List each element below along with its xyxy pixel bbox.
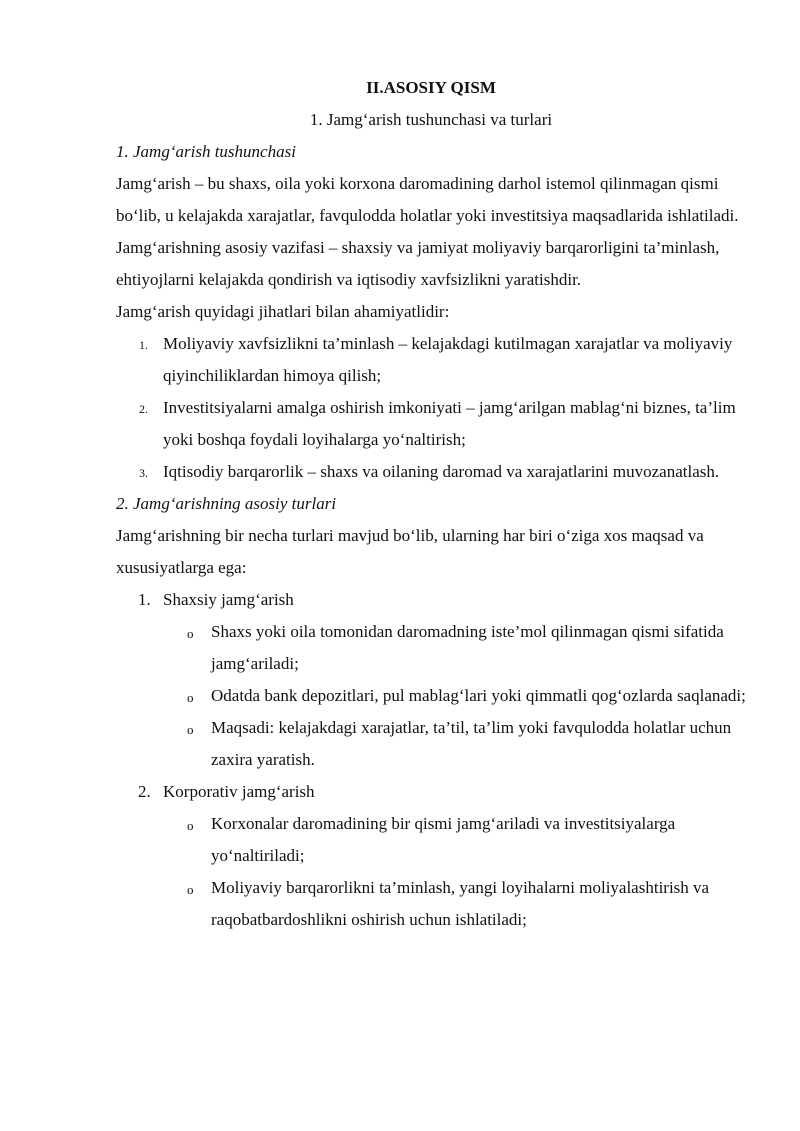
list-item-number: 2.	[139, 402, 148, 416]
section-heading-1: 1. Jamg‘arish tushunchasi	[116, 142, 296, 161]
list-item	[116, 392, 746, 456]
list-item	[116, 680, 746, 712]
type-item-number: 1.	[138, 590, 151, 609]
list-item-number: 3.	[139, 466, 148, 480]
type-points-list	[163, 616, 746, 776]
type-points-list	[163, 808, 746, 936]
list-item-text: Iqtisodiy barqarorlik – shaxs va oilaning daromad va xarajatlarini muvozanatlash.	[163, 462, 720, 481]
bullet-marker: o	[187, 882, 194, 897]
bullet-marker: o	[187, 690, 194, 705]
list-item	[116, 328, 746, 392]
section1-paragraph-2: Jamg‘arish quyidagi jihatlari bilan ahamiyatlidir:	[116, 302, 450, 321]
list-item-text: Korxonalar daromadining bir qismi jamg‘ariladi va investitsiyalarga yo‘naltiriladi;	[211, 814, 676, 865]
list-item-text: Odatda bank depozitlari, pul mablag‘lari yoki qimmatli qog‘ozlarda saqlanadi;	[211, 686, 746, 705]
type-item-label: Shaxsiy jamg‘arish	[163, 590, 294, 609]
page-subtitle: 1. Jamg‘arish tushunchasi va turlari	[309, 110, 553, 129]
list-item	[116, 456, 746, 488]
importance-list	[116, 328, 746, 488]
bullet-marker: o	[187, 626, 194, 641]
section1-paragraph-1: Jamg‘arish – bu shaxs, oila yoki korxona daromadining darhol istemol qilinmagan qismi bo‘lib, u kelajakda xarajatlar, favqulodda holatlar yoki investitsiya maqsadlarida ishlatiladi. Jamg‘arishning asosiy vazifasi – shaxsiy va jamiyat moliyaviy barqarorligini ta’minlash, ehtiyojlarni kelajakda qondirish va iqtisodiy xavfsizlikni yaratishdir.	[116, 174, 739, 289]
type-item-corporate	[116, 776, 746, 936]
list-item	[116, 616, 746, 680]
type-item-number: 2.	[138, 782, 151, 801]
list-item	[116, 712, 746, 776]
list-item-number: 1.	[139, 338, 148, 352]
page-content	[116, 72, 746, 936]
list-item-text: Moliyaviy barqarorlikni ta’minlash, yangi loyihalarni moliyalashtirish va raqobatbardoshlikni oshirish uchun ishlatiladi;	[211, 878, 710, 929]
bullet-marker: o	[187, 722, 194, 737]
list-item-text: Moliyaviy xavfsizlikni ta’minlash – kelajakdagi kutilmagan xarajatlar va moliyaviy qiyinchiliklardan himoya qilish;	[163, 334, 733, 385]
list-item-text: Shaxs yoki oila tomonidan daromadning iste’mol qilinmagan qismi sifatida jamg‘ariladi;	[211, 622, 724, 673]
types-list	[116, 584, 746, 936]
page-title: II.ASOSIY QISM	[366, 78, 496, 97]
list-item	[116, 808, 746, 872]
bullet-marker: o	[187, 818, 194, 833]
type-item-label: Korporativ jamg‘arish	[163, 782, 315, 801]
list-item-text: Investitsiyalarni amalga oshirish imkoniyati – jamg‘arilgan mablag‘ni biznes, ta’lim yoki boshqa foydali loyihalarga yo‘naltirish;	[163, 398, 736, 449]
type-item-personal	[116, 584, 746, 776]
list-item	[116, 872, 746, 936]
section-heading-2: 2. Jamg‘arishning asosiy turlari	[116, 494, 337, 513]
list-item-text: Maqsadi: kelajakdagi xarajatlar, ta’til, ta’lim yoki favqulodda holatlar uchun zaxira yaratish.	[211, 718, 732, 769]
section2-paragraph-1: Jamg‘arishning bir necha turlari mavjud bo‘lib, ularning har biri o‘ziga xos maqsad va xususiyatlarga ega:	[116, 526, 704, 577]
